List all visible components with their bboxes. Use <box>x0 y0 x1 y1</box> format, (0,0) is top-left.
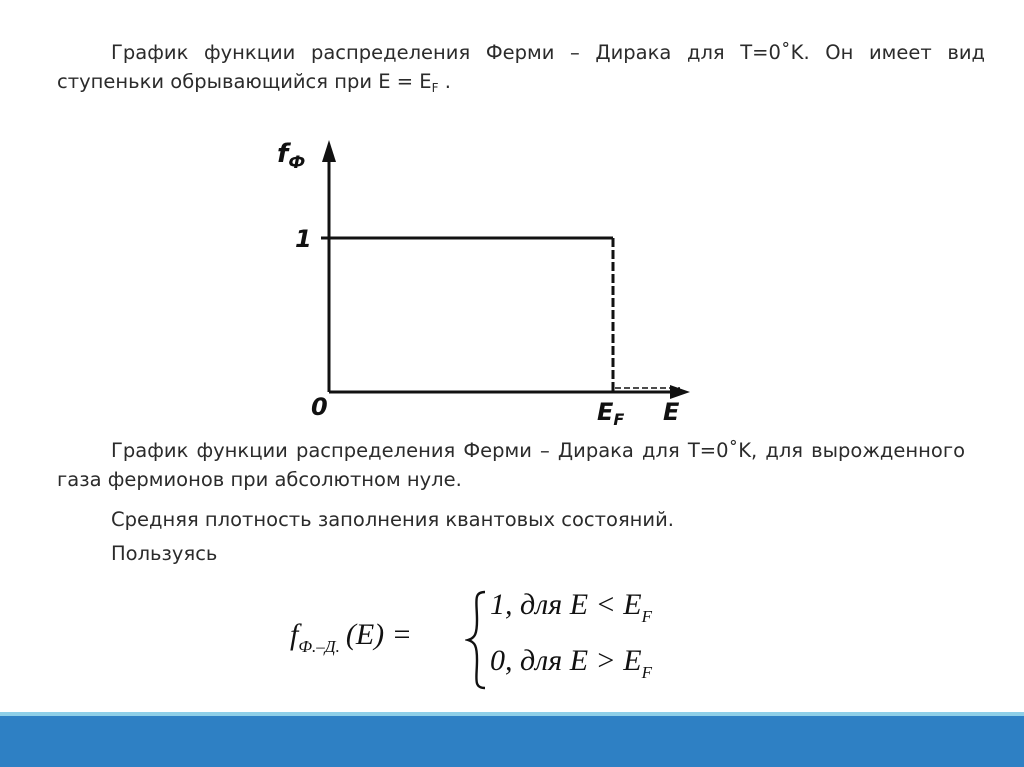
y-axis-label-main: f <box>277 139 289 169</box>
origin-label: 0 <box>311 393 328 421</box>
formula-lhs-sub: Ф.–Д. <box>298 637 340 656</box>
formula-f: f <box>290 618 299 651</box>
formula-case-2-sub: F <box>641 663 652 682</box>
graph-caption-text: График функции распределения Ферми – Дирака для T=0˚K, для вырожденного газа фермионов при абсолютном нуле. <box>57 439 965 491</box>
formula-case-1-sub: F <box>641 607 652 626</box>
intro-subscript: F <box>431 81 439 95</box>
formula-arg: (E) = <box>345 618 412 651</box>
intro-text: График функции распределения Ферми – Дирака для T=0˚K. Он имеет вид ступеньки обрывающийся при E = E <box>57 41 985 93</box>
x-axis-label: E <box>663 398 680 426</box>
footer-bar <box>0 716 1024 767</box>
tick-one-label: 1 <box>295 225 312 253</box>
intro-paragraph <box>57 38 985 96</box>
using-text: Пользуясь <box>111 542 218 565</box>
formula-case-2-text: 0, для E > E <box>490 644 642 677</box>
intro-tail: . <box>438 70 451 93</box>
y-axis-arrow <box>322 140 336 162</box>
density-text: Средняя плотность заполнения квантовых состояний. <box>111 508 674 531</box>
y-axis-label <box>277 139 305 173</box>
x-axis-arrow <box>670 385 690 399</box>
fermi-dirac-formula <box>290 578 710 698</box>
fermi-energy-sub: F <box>613 410 625 429</box>
y-axis-label-sub: Ф <box>288 153 306 173</box>
density-paragraph <box>57 505 985 534</box>
formula-brace <box>465 590 489 690</box>
formula-lhs <box>290 618 412 656</box>
formula-case-1 <box>490 588 652 626</box>
using-paragraph <box>57 539 985 568</box>
fermi-dirac-graph <box>275 130 705 430</box>
graph-caption <box>57 436 965 494</box>
formula-case-2 <box>490 644 652 682</box>
fermi-energy-main: E <box>597 398 614 426</box>
formula-case-1-text: 1, для E < E <box>490 588 642 621</box>
fermi-energy-label <box>597 398 624 429</box>
